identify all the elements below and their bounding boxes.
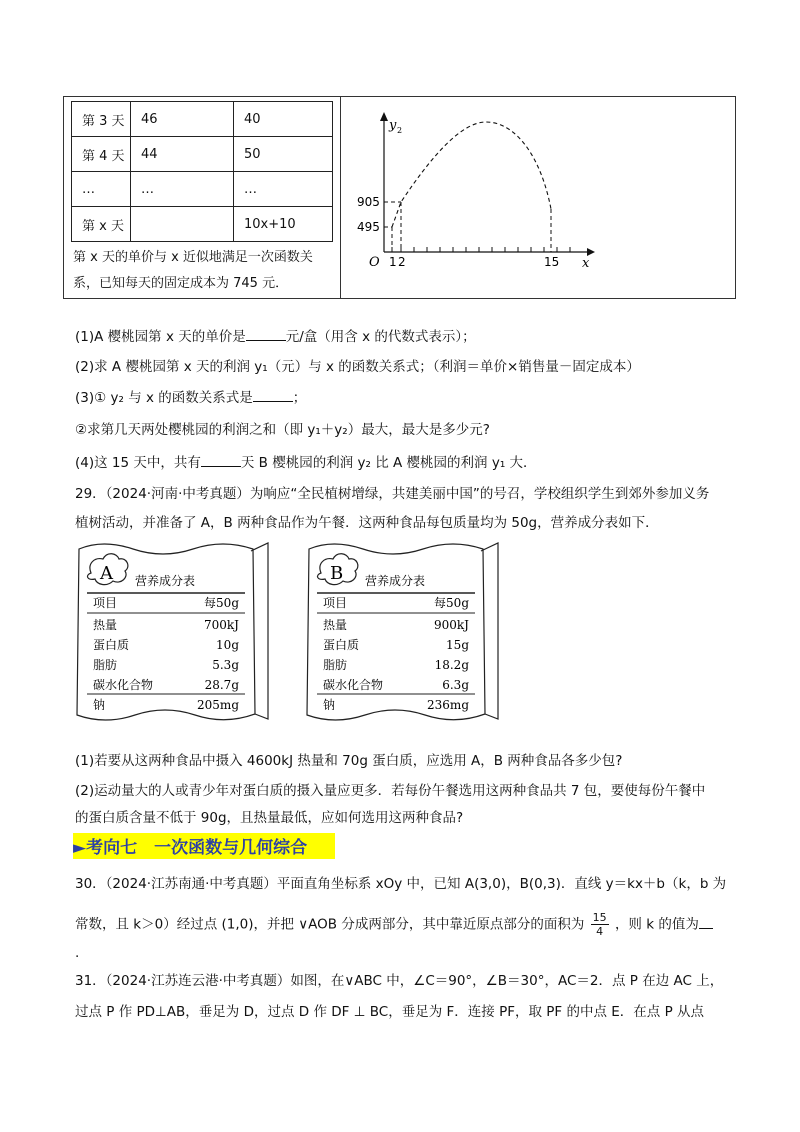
table-cell: 50: [234, 137, 333, 172]
q29-sub1: (1)若要从这两种食品中摄入 4600kJ 热量和 70g 蛋白质，应选用 A，B 两种食品各多少包?: [75, 753, 623, 769]
card-row-value: 15g: [446, 638, 469, 652]
profit-curve: [392, 122, 551, 227]
card-row-value: 205mg: [197, 698, 239, 712]
section-banner: [73, 833, 335, 859]
q30-line2: 常数，且 k＞0）经过点 (1,0)，并把 ∨AOB 分成两部分，其中靠近原点部分的面积为 $\frac{15}{4}$ ，则 k 的值为: [75, 911, 713, 938]
card-row-label: 钠: [323, 698, 336, 712]
card-row-label: 蛋白质: [93, 638, 130, 652]
q30-line3: .: [75, 945, 80, 961]
guide-lines: [384, 202, 551, 252]
y-tick-label: 495: [357, 220, 380, 234]
answer-blank[interactable]: [201, 452, 241, 467]
table-cell: …: [72, 172, 131, 207]
table-cell: 第 4 天: [72, 137, 131, 172]
nutrition-card-a: [73, 539, 273, 734]
answer-blank[interactable]: [253, 387, 293, 402]
card-row-label: 脂肪: [93, 658, 118, 672]
card-row-value: 6.3g: [442, 678, 469, 692]
card-row-value: 18.2g: [434, 658, 469, 672]
card-col-header: 项目: [93, 596, 118, 610]
card-title: 营养成分表: [135, 574, 196, 588]
card-letter: A: [100, 563, 113, 584]
table-caption-line1: 第 x 天的单价与 x 近似地满足一次函数关: [73, 250, 313, 265]
x-axis-label: x: [582, 256, 590, 271]
x-tick-label: 1: [389, 255, 397, 269]
card-letter: B: [330, 563, 344, 584]
card-row-label: 脂肪: [323, 658, 348, 672]
y-axis-arrow-icon: [380, 112, 388, 121]
card-row-label: 碳水化合物: [93, 678, 154, 692]
q29-sub2-line2: 的蛋白质含量不低于 90g，且热量最低，应如何选用这两种食品?: [75, 810, 464, 826]
card-row-value: 28.7g: [204, 678, 239, 692]
table-caption-line2: 系，已知每天的固定成本为 745 元．: [73, 276, 289, 291]
card-row-label: 钠: [93, 698, 106, 712]
table-row: [72, 137, 333, 172]
table-row: [72, 207, 333, 242]
section-title: ►考向七 一次函数与几何综合: [73, 838, 308, 858]
q31-line2: 过点 P 作 PD⊥AB，垂足为 D，过点 D 作 DF ⊥ BC，垂足为 F．连接 PF，取 PF 的中点 E．在点 P 从点: [75, 1004, 705, 1020]
x-tick-label: 2: [398, 255, 406, 269]
q28-part3-2: ②求第几天两处樱桃园的利润之和（即 y₁＋y₂）最大，最大是多少元?: [75, 422, 490, 438]
card-row-label: 碳水化合物: [323, 678, 384, 692]
table-cell: …: [131, 172, 234, 207]
q28-part4: (4)这 15 天中，共有 天 B 樱桃园的利润 y₂ 比 A 樱桃园的利润 y₁ 大．: [75, 451, 537, 471]
fraction: $\frac{15}{4}$: [592, 911, 607, 938]
card-col-header: 项目: [323, 596, 348, 610]
q29-sub2-line1: (2)运动量大的人或青少年对蛋白质的摄入量应更多．若每份午餐选用这两种食品共 7 包，要使每份午餐中: [75, 783, 706, 799]
card-row-label: 热量: [323, 618, 348, 632]
x-ticks: [392, 247, 570, 252]
q28-part1: (1)A 樱桃园第 x 天的单价是 元/盒（用含 x 的代数式表示）；: [75, 325, 476, 345]
nutrition-card-b: [303, 539, 503, 734]
card-col-header: 每50g: [204, 596, 239, 610]
q29-line2: 植树活动，并准备了 A，B 两种食品作为午餐．这两种食品每包质量均为 50g，营养成分表如下．: [75, 515, 659, 531]
q28-part3: (3)① y₂ 与 x 的函数关系式是 ；: [75, 386, 306, 406]
price-table: [71, 101, 333, 242]
table-row: [72, 172, 333, 207]
table-cell: [131, 207, 234, 242]
q29-line1: 29．（2024·河南·中考真题）为响应“全民植树增绿，共建美丽中国”的号召，学校组织学生到郊外参加义务: [75, 486, 710, 502]
q31-line1: 31．（2024·江苏连云港·中考真题）如图，在∨ABC 中，∠C＝90°，∠B＝30°，AC＝2．点 P 在边 AC 上，: [75, 973, 724, 989]
y-axis-subscript: 2: [397, 126, 403, 135]
table-cell: 46: [131, 102, 234, 137]
table-cell: 第 x 天: [72, 207, 131, 242]
card-row-value: 700kJ: [204, 618, 239, 632]
table-cell: 第 3 天: [72, 102, 131, 137]
table-cell: 40: [234, 102, 333, 137]
origin-label: O: [369, 255, 380, 270]
card-row-value: 10g: [216, 638, 239, 652]
q30-line1: 30．（2024·江苏南通·中考真题）平面直角坐标系 xOy 中，已知 A(3,0)，B(0,3)．直线 y＝kx＋b（k，b 为: [75, 876, 727, 892]
answer-blank[interactable]: [699, 914, 713, 929]
card-title: 营养成分表: [365, 574, 426, 588]
table-cell: 44: [131, 137, 234, 172]
table-row: [72, 102, 333, 137]
card-row-value: 5.3g: [212, 658, 239, 672]
q28-part2: (2)求 A 樱桃园第 x 天的利润 y₁（元）与 x 的函数关系式；（利润＝单价×销售量－固定成本）: [75, 359, 640, 375]
table-cell: …: [234, 172, 333, 207]
table-cell: 10x+10: [234, 207, 333, 242]
y-tick-label: 905: [357, 195, 380, 209]
profit-graph: [341, 97, 735, 299]
card-row-label: 热量: [93, 618, 118, 632]
y-axis-label: y: [389, 118, 397, 133]
answer-blank[interactable]: [246, 326, 286, 341]
card-row-label: 蛋白质: [323, 638, 360, 652]
card-row-value: 900kJ: [434, 618, 469, 632]
x-axis-arrow-icon: [587, 248, 595, 256]
card-row-value: 236mg: [427, 698, 469, 712]
card-col-header: 每50g: [434, 596, 469, 610]
x-tick-label: 15: [544, 255, 560, 269]
